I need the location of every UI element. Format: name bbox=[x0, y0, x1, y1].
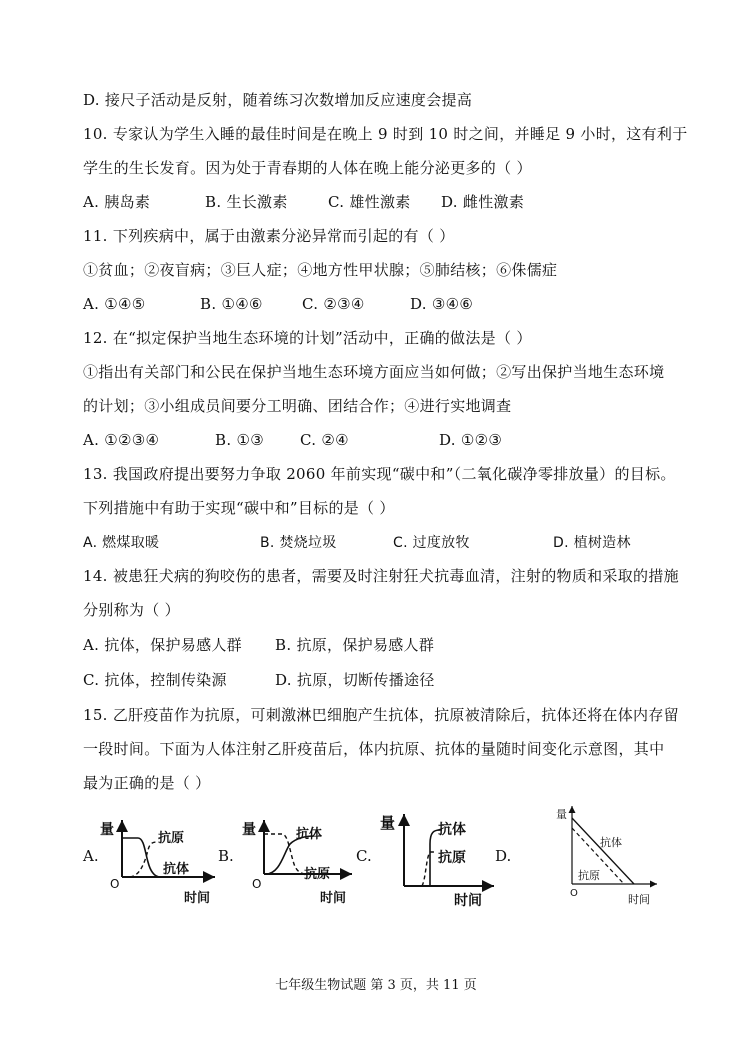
question-12-items-cont: 的计划；③小组成员间要分工明确、团结合作；④进行实地调查 bbox=[83, 397, 512, 415]
graph-a-antigen-curve bbox=[122, 838, 160, 877]
question-11-items: ①贫血；②夜盲病；③巨人症；④地方性甲状腺；⑤肺结核；⑥侏儒症 bbox=[83, 261, 558, 279]
graph-option-a-letter: A. bbox=[83, 847, 99, 865]
graph-d-x-label: 时间 bbox=[628, 893, 650, 906]
graph-b bbox=[240, 812, 360, 907]
question-12-option-c: C. ②④ bbox=[300, 431, 349, 449]
graph-c-antibody-label: 抗体 bbox=[438, 822, 466, 838]
question-13-option-b: B. 焚烧垃圾 bbox=[260, 535, 337, 551]
graph-b-antibody-label: 抗体 bbox=[296, 827, 323, 842]
graph-option-c-letter: C. bbox=[356, 847, 372, 865]
question-13-option-d: D. 植树造林 bbox=[553, 535, 631, 551]
question-12-option-d: D. ①②③ bbox=[439, 431, 503, 449]
question-10-option-a: A. 胰岛素 bbox=[83, 193, 151, 211]
graph-c-antigen-label: 抗原 bbox=[438, 850, 466, 866]
graph-a bbox=[100, 812, 220, 907]
graph-b-antigen-label: 抗原 bbox=[304, 867, 331, 882]
graph-b-origin: O bbox=[252, 877, 262, 891]
graph-option-b-letter: B. bbox=[218, 847, 234, 865]
question-14-stem: 14. 被患狂犬病的狗咬伤的患者，需要及时注射狂犬抗毒血清，注射的物质和采取的措施 bbox=[83, 567, 679, 585]
question-13-stem-cont: 下列措施中有助于实现“碳中和”目标的是（ ） bbox=[83, 499, 395, 517]
question-10-stem-cont: 学生的生长发育。因为处于青春期的人体在晚上能分泌更多的（ ） bbox=[83, 159, 532, 177]
graph-d-antibody-label: 抗体 bbox=[600, 836, 622, 849]
question-12-stem: 12. 在“拟定保护当地生态环境的计划”活动中，正确的做法是（ ） bbox=[83, 329, 532, 347]
graph-a-antigen-label: 抗原 bbox=[158, 831, 185, 846]
graph-d-antigen-label: 抗原 bbox=[578, 869, 600, 882]
question-11-option-b: B. ①④⑥ bbox=[200, 295, 263, 313]
question-14-option-a: A. 抗体，保护易感人群 bbox=[83, 636, 242, 654]
question-11-stem: 11. 下列疾病中，属于由激素分泌异常而引起的有（ ） bbox=[83, 227, 455, 245]
question-13-option-a: A. 燃煤取暖 bbox=[83, 535, 160, 551]
question-13-option-c: C. 过度放牧 bbox=[393, 535, 470, 551]
graph-d-origin: O bbox=[570, 888, 578, 899]
question-11-option-c: C. ②③④ bbox=[302, 295, 365, 313]
graph-d bbox=[552, 800, 662, 908]
question-14-option-d: D. 抗原，切断传播途径 bbox=[275, 671, 435, 689]
graph-c bbox=[378, 808, 498, 908]
question-12-option-b: B. ①③ bbox=[215, 431, 264, 449]
graph-c-antigen-curve bbox=[422, 852, 436, 886]
question-14-option-c: C. 抗体，控制传染源 bbox=[83, 671, 227, 689]
question-15-stem: 15. 乙肝疫苗作为抗原，可刺激淋巴细胞产生抗体，抗原被清除后，抗体还将在体内存留 bbox=[83, 706, 679, 724]
page-footer: 七年级生物试题 第 3 页，共 11 页 bbox=[275, 978, 477, 993]
graph-b-y-label: 量 bbox=[242, 822, 256, 838]
question-11-option-a: A. ①④⑤ bbox=[83, 295, 146, 313]
graph-d-y-label: 量 bbox=[556, 808, 567, 821]
graph-option-d-letter: D. bbox=[495, 847, 512, 865]
graph-a-origin: O bbox=[110, 877, 120, 891]
question-14-stem-cont: 分别称为（ ） bbox=[83, 601, 180, 619]
question-12-option-a: A. ①②③④ bbox=[83, 431, 160, 449]
graph-b-x-label: 时间 bbox=[320, 891, 347, 906]
graph-c-x-label: 时间 bbox=[454, 893, 482, 909]
question-15-stem-cont: 一段时间。下面为人体注射乙肝疫苗后，体内抗原、抗体的量随时间变化示意图，其中 bbox=[83, 740, 665, 758]
question-10-stem: 10. 专家认为学生入睡的最佳时间是在晚上 9 时到 10 时之间，并睡足 9 小时，这有利于 bbox=[83, 125, 688, 143]
question-10-option-d: D. 雌性激素 bbox=[441, 193, 525, 211]
question-9-option-d: D. 接尺子活动是反射，随着练习次数增加反应速度会提高 bbox=[83, 91, 473, 109]
question-13-stem: 13. 我国政府提出要努力争取 2060 年前实现“碳中和”（二氧化碳净零排放量）的目标。 bbox=[83, 465, 676, 483]
question-11-option-d: D. ③④⑥ bbox=[410, 295, 474, 313]
graph-a-antibody-label: 抗体 bbox=[163, 862, 190, 877]
question-10-option-c: C. 雄性激素 bbox=[328, 193, 411, 211]
graph-c-y-label: 量 bbox=[380, 814, 396, 832]
question-15-stem-cont2: 最为正确的是（ ） bbox=[83, 774, 211, 792]
question-14-option-b: B. 抗原，保护易感人群 bbox=[275, 636, 435, 654]
question-12-items: ①指出有关部门和公民在保护当地生态环境方面应当如何做；②写出保护当地生态环境 bbox=[83, 363, 665, 381]
graph-a-y-label: 量 bbox=[100, 822, 114, 838]
graph-a-x-label: 时间 bbox=[184, 891, 211, 906]
question-10-option-b: B. 生长激素 bbox=[205, 193, 288, 211]
